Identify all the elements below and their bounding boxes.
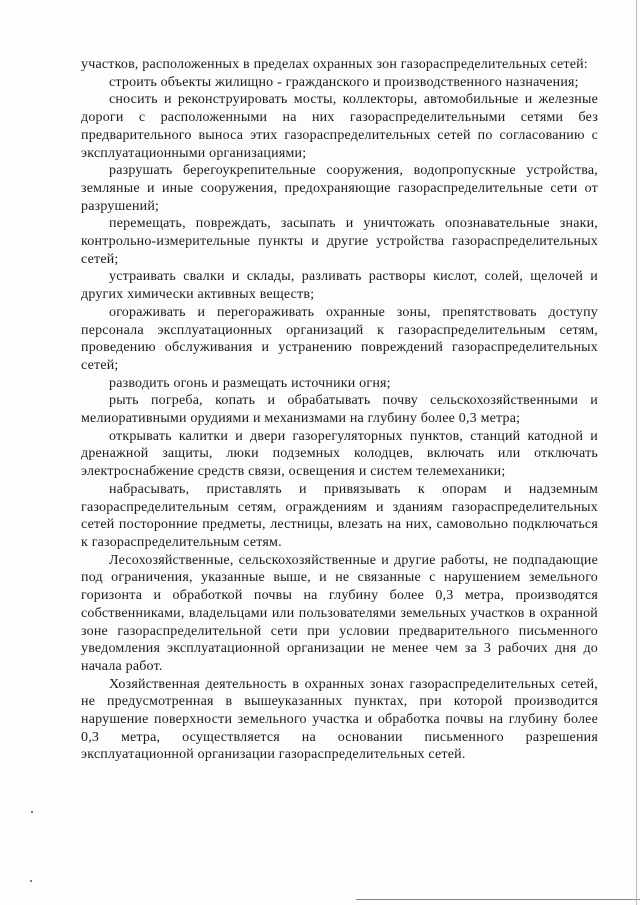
paragraph: разводить огонь и размещать источники огня; [109,375,391,391]
scan-speck [31,811,33,813]
paragraph: огораживать и перегораживать охранные зоны, препятствовать доступу персонала эксплуатационных организаций к газораспределительным сетям, проведению обслуживания и устранению повреждений газораспределительных сетей; [81,304,598,373]
document-body [81,56,598,764]
scan-speck [30,880,32,882]
scan-edge-line [356,899,640,900]
paragraph: перемещать, повреждать, засыпать и уничтожать опознавательные знаки, контрольно-измерительные пункты и другие устройства газораспределительных сетей; [81,216,598,267]
scan-page-edge [636,0,637,905]
paragraph: рыть погреба, копать и обрабатывать почву сельскохозяйственными и мелиоративными орудиями и механизмами на глубину более 0,3 метра; [81,393,598,427]
paragraph: строить объекты жилищно - гражданского и производственного назначения; [109,74,579,90]
paragraph: Хозяйственная деятельность в охранных зонах газораспределительных сетей, не предусмотренная в вышеуказанных пунктах, при которой производится нарушение поверхности земельного участка и обработка почвы на глубину более 0,3 метра, осуществляется на основании письменного разрешения эксплуатационной организации газораспределительных сетей. [81,676,598,763]
paragraph: открывать калитки и двери газорегуляторных пунктов, станций катодной и дренажной защиты, люки подземных колодцев, включать или отключать электроснабжение средств связи, освещения и систем телемеханики; [81,428,598,480]
paragraph: Лесохозяйственные, сельскохозяйственные и другие работы, не подпадающие под ограничения, указанные выше, и не связанные с нарушением земельного горизонта и обработкой почвы на глубину более 0,3 метра, производятся собственниками, владельцами или пользователями земельных участков в охранной зоне газораспределительной сети при условии предварительного письменного уведомления эксплуатационной организации не менее чем за 3 рабочих дня до начала работ. [81,552,598,674]
paragraph: набрасывать, приставлять и привязывать к опорам и надземным газораспределительным сетям, ограждениям и зданиям газораспределительных сетей посторонние предметы, лестницы, влезать на них, самовольно подключаться к газораспределительным сетям. [81,481,598,550]
paragraph: участков, расположенных в пределах охранных зон газораспределительных сетей: [81,57,588,72]
paragraph: разрушать берегоукрепительные сооружения, водопропускные устройства, земляные и иные сооружения, предохраняющие газораспределительные сети от разрушений; [81,163,598,214]
paragraph: устраивать свалки и склады, разливать растворы кислот, солей, щелочей и других химически активных веществ; [81,269,598,303]
paragraph: сносить и реконструировать мосты, коллекторы, автомобильные и железные дороги с расположенными на них газораспределительными сетями без предварительного выноса этих газораспределительных сетей по согласованию с эксплуатационными организациями; [81,92,598,161]
